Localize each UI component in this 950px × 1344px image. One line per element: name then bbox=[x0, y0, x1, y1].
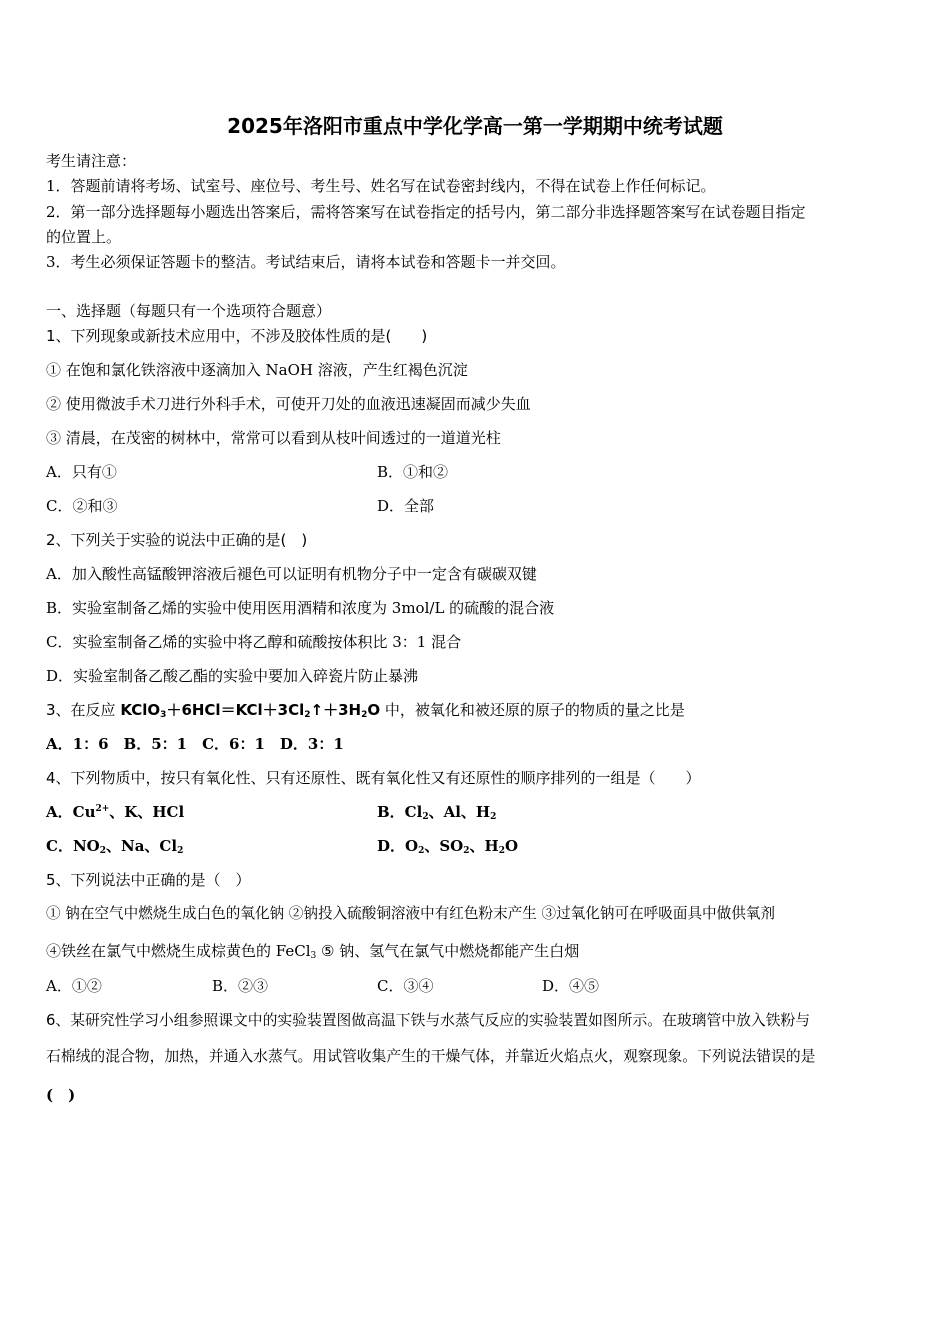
q1-option-a: A．只有① bbox=[46, 463, 117, 481]
q5-l2-part-1: ④铁丝在氯气中燃烧生成棕黄色的 FeCl bbox=[46, 942, 311, 960]
q3-stem-suffix: 中，被氧化和被还原的原子的物质的量之比是 bbox=[380, 701, 685, 719]
q6-stem-line-1: 6、某研究性学习小组参照课文中的实验装置图做高温下铁与水蒸气反应的实验装置如图所示。在玻璃管中放入铁粉与 bbox=[46, 1012, 811, 1029]
q4-d-part-1: D．O bbox=[377, 837, 419, 855]
q1-option-c: C．②和③ bbox=[46, 497, 118, 515]
q4-d-sub-2: 2 bbox=[463, 846, 470, 856]
q3-eq-part-4: O bbox=[367, 701, 381, 719]
q4-b-part-1: B．Cl bbox=[377, 803, 423, 821]
q4-option-d bbox=[377, 836, 518, 856]
q5-stem: 5、下列说法中正确的是（ ） bbox=[46, 871, 251, 889]
q3-eq-part-1: KClO bbox=[120, 701, 161, 719]
q4-a-part-1: A．Cu bbox=[46, 803, 96, 821]
q3-equation bbox=[120, 701, 380, 719]
notice-item-3: 3．考生必须保证答题卡的整洁。考试结束后，请将本试卷和答题卡一并交回。 bbox=[46, 253, 566, 271]
q4-d-part-2: 、SO bbox=[424, 837, 464, 855]
q5-option-b: B．②③ bbox=[212, 977, 269, 995]
q1-option-d: D．全部 bbox=[377, 497, 435, 515]
q4-c-part-1: C．NO bbox=[46, 837, 100, 855]
q3-eq-sub-3: 2 bbox=[361, 710, 368, 720]
q4-b-sub-1: 2 bbox=[422, 812, 429, 822]
q5-statements-line-1: ① 钠在空气中燃烧生成白色的氧化钠 ②钠投入硫酸铜溶液中有红色粉末产生 ③过氧化钠可在呼吸面具中做供氧剂 bbox=[46, 905, 776, 922]
notice-heading: 考生请注意： bbox=[46, 152, 137, 170]
q4-d-part-4: O bbox=[504, 837, 519, 855]
q4-a-part-2: 、K、HCl bbox=[109, 803, 185, 821]
q2-option-b: B．实验室制备乙烯的实验中使用医用酒精和浓度为 3mol/L 的硫酸的混合液 bbox=[46, 599, 555, 617]
q4-option-a bbox=[46, 802, 184, 822]
q2-option-a: A．加入酸性高锰酸钾溶液后褪色可以证明有机物分子中一定含有碳碳双键 bbox=[46, 565, 537, 583]
q3-eq-sub-2: 2 bbox=[304, 710, 311, 720]
q6-stem-line-2: 石棉绒的混合物，加热，并通入水蒸气。用试管收集产生的干燥气体，并靠近火焰点火，观察现象。下列说法错误的是 bbox=[46, 1048, 816, 1065]
q4-option-c bbox=[46, 836, 183, 856]
notice-item-1: 1．答题前请将考场、试室号、座位号、考生号、姓名写在试卷密封线内，不得在试卷上作任何标记。 bbox=[46, 177, 716, 195]
q5-statements-line-2 bbox=[46, 941, 579, 961]
q4-b-sub-2: 2 bbox=[490, 812, 497, 822]
q1-statement-3: ③ 清晨，在茂密的树林中，常常可以看到从枝叶间透过的一道道光柱 bbox=[46, 429, 501, 447]
notice-item-2b: 的位置上。 bbox=[46, 228, 122, 246]
q2-option-d: D．实验室制备乙酸乙酯的实验中要加入碎瓷片防止暴沸 bbox=[46, 667, 419, 685]
q5-option-a: A．①② bbox=[46, 977, 102, 995]
page-title: 2025年洛阳市重点中学化学高一第一学期期中统考试题 bbox=[227, 114, 723, 138]
q4-a-sup: 2+ bbox=[95, 804, 110, 814]
q4-stem: 4、下列物质中，按只有氧化性、只有还原性、既有氧化性又有还原性的顺序排列的一组是（ ） bbox=[46, 769, 701, 787]
q5-option-d: D．④⑤ bbox=[542, 977, 600, 995]
q1-statement-2: ② 使用微波手术刀进行外科手术，可使开刀处的血液迅速凝固而减少失血 bbox=[46, 395, 531, 413]
q2-option-c: C．实验室制备乙烯的实验中将乙醇和硫酸按体积比 3：1 混合 bbox=[46, 633, 462, 651]
q3-stem bbox=[46, 700, 685, 720]
q3-options: A．1：6 B．5：1 C．6：1 D．3：1 bbox=[46, 735, 344, 753]
q1-stem: 1、下列现象或新技术应用中，不涉及胶体性质的是( ) bbox=[46, 327, 428, 345]
q4-c-sub-2: 2 bbox=[177, 846, 184, 856]
q5-l2-part-2: ⑤ 钠、氢气在氯气中燃烧都能产生白烟 bbox=[316, 942, 580, 960]
q2-stem: 2、下列关于实验的说法中正确的是( ) bbox=[46, 531, 308, 549]
q4-c-part-2: 、Na、Cl bbox=[105, 837, 178, 855]
section-heading: 一、选择题（每题只有一个选项符合题意） bbox=[46, 302, 332, 320]
q1-option-b: B．①和② bbox=[377, 463, 449, 481]
notice-item-2a: 2．第一部分选择题每小题选出答案后，需将答案写在试卷指定的括号内，第二部分非选择题答案写在试卷题目指定 bbox=[46, 203, 806, 221]
q4-d-sub-3: 2 bbox=[498, 846, 505, 856]
q4-b-part-2: 、Al、H bbox=[428, 803, 491, 821]
q1-statement-1: ① 在饱和氯化铁溶液中逐滴加入 NaOH 溶液，产生红褐色沉淀 bbox=[46, 361, 468, 379]
q6-stem-line-3: ( ) bbox=[46, 1086, 76, 1104]
q3-eq-sub-1: 3 bbox=[160, 710, 167, 720]
q4-d-sub-1: 2 bbox=[418, 846, 425, 856]
q3-eq-part-2: ＋6HCl＝KCl＋3Cl bbox=[166, 701, 305, 719]
q4-d-part-3: 、H bbox=[469, 837, 499, 855]
q5-l2-sub: 3 bbox=[310, 951, 317, 961]
q4-option-b bbox=[377, 802, 496, 822]
q3-eq-part-3: ↑＋3H bbox=[310, 701, 362, 719]
q5-option-c: C．③④ bbox=[377, 977, 434, 995]
q4-c-sub-1: 2 bbox=[99, 846, 106, 856]
q3-stem-prefix: 3、在反应 bbox=[46, 701, 121, 719]
